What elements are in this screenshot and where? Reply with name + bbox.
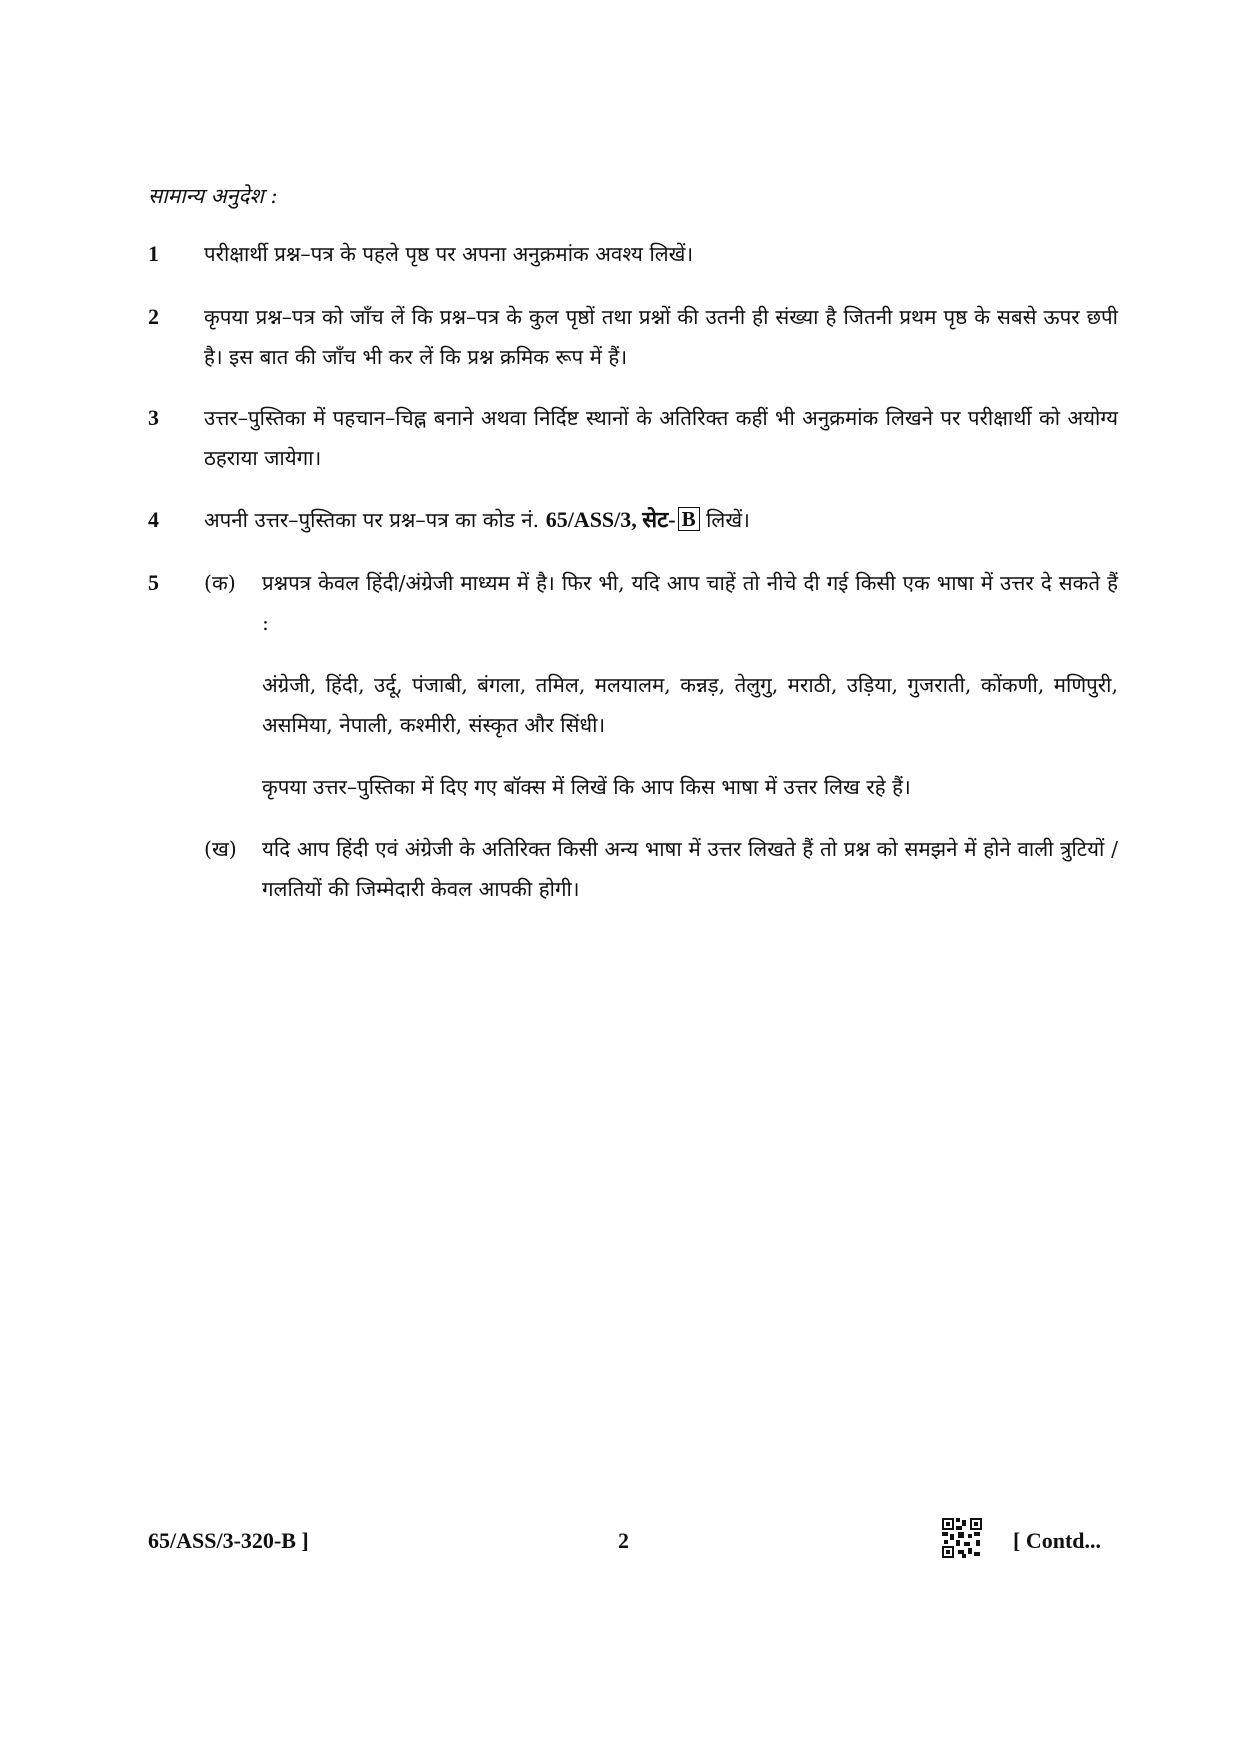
instruction-number: 5 xyxy=(148,570,159,595)
instruction-number: 1 xyxy=(148,241,159,266)
sub-item-mark: (ख) xyxy=(204,837,237,861)
instruction-2 xyxy=(148,297,1118,377)
footer-paper-code: 65/ASS/3-320-B ] xyxy=(148,1528,309,1553)
instruction-number: 3 xyxy=(148,405,159,430)
paper-code: 65/ASS/3, सेट- xyxy=(545,507,676,532)
sub-item-text: यदि आप हिंदी एवं अंग्रेजी के अतिरिक्त किसी अन्य भाषा में उत्तर लिखते हैं तो प्रश्न को समझने में होने वाली त्रुटियों / गलतियों की जिम्मेदारी केवल आपकी होगी। xyxy=(262,837,1118,901)
instruction-text-after: लिखें। xyxy=(706,508,750,532)
language-list: अंग्रेजी, हिंदी, उर्दू, पंजाबी, बंगला, तमिल, मलयालम, कन्नड़, तेलुगु, मराठी, उड़िया, गुजराती, कोंकणी, मणिपुरी, असमिया, नेपाली, कश्मीरी, संस्कृत और सिंधी। xyxy=(262,673,1118,737)
instruction-text-before: अपनी उत्तर–पुस्तिका पर प्रश्न–पत्र का कोड नं. xyxy=(204,508,540,532)
language-note: कृपया उत्तर–पुस्तिका में दिए गए बॉक्स में लिखें कि आप किस भाषा में उत्तर लिख रहे हैं। xyxy=(262,775,911,799)
instructions-heading: सामान्य अनुदेश : xyxy=(148,184,278,208)
instruction-4 xyxy=(148,500,1118,540)
page-number: 2 xyxy=(618,1528,629,1553)
set-box: B xyxy=(678,507,700,531)
instruction-1 xyxy=(148,234,1118,274)
sub-item-mark: (क) xyxy=(204,571,236,595)
instruction-text: कृपया प्रश्न–पत्र को जाँच लें कि प्रश्न–पत्र के कुल पृष्ठों तथा प्रश्नों की उतनी ही संख्या है जितनी प्रथम पृष्ठ के सबसे ऊपर छपी है। इस बात की जाँच भी कर लें कि प्रश्न क्रमिक रूप में हैं। xyxy=(204,305,1118,369)
instruction-5 xyxy=(148,563,1118,909)
qr-code-icon xyxy=(942,1518,982,1558)
instruction-text: परीक्षार्थी प्रश्न–पत्र के पहले पृष्ठ पर अपना अनुक्रमांक अवश्य लिखें। xyxy=(204,242,694,266)
instruction-5b xyxy=(148,829,1118,909)
instruction-text xyxy=(204,500,1118,540)
sub-item-text: प्रश्नपत्र केवल हिंदी/अंग्रेजी माध्यम में है। फिर भी, यदि आप चाहें तो नीचे दी गई किसी एक भाषा में उत्तर दे सकते हैं : xyxy=(262,571,1118,635)
instruction-3 xyxy=(148,398,1118,478)
instruction-number: 2 xyxy=(148,304,159,329)
instruction-text: उत्तर–पुस्तिका में पहचान–चिह्न बनाने अथवा निर्दिष्ट स्थानों के अतिरिक्त कहीं भी अनुक्रमांक लिखने पर परीक्षार्थी को अयोग्य ठहराया जायेगा। xyxy=(204,406,1118,470)
instruction-5a xyxy=(148,563,1118,807)
continued-marker: [ Contd... xyxy=(1013,1528,1102,1553)
instruction-number: 4 xyxy=(148,507,159,532)
